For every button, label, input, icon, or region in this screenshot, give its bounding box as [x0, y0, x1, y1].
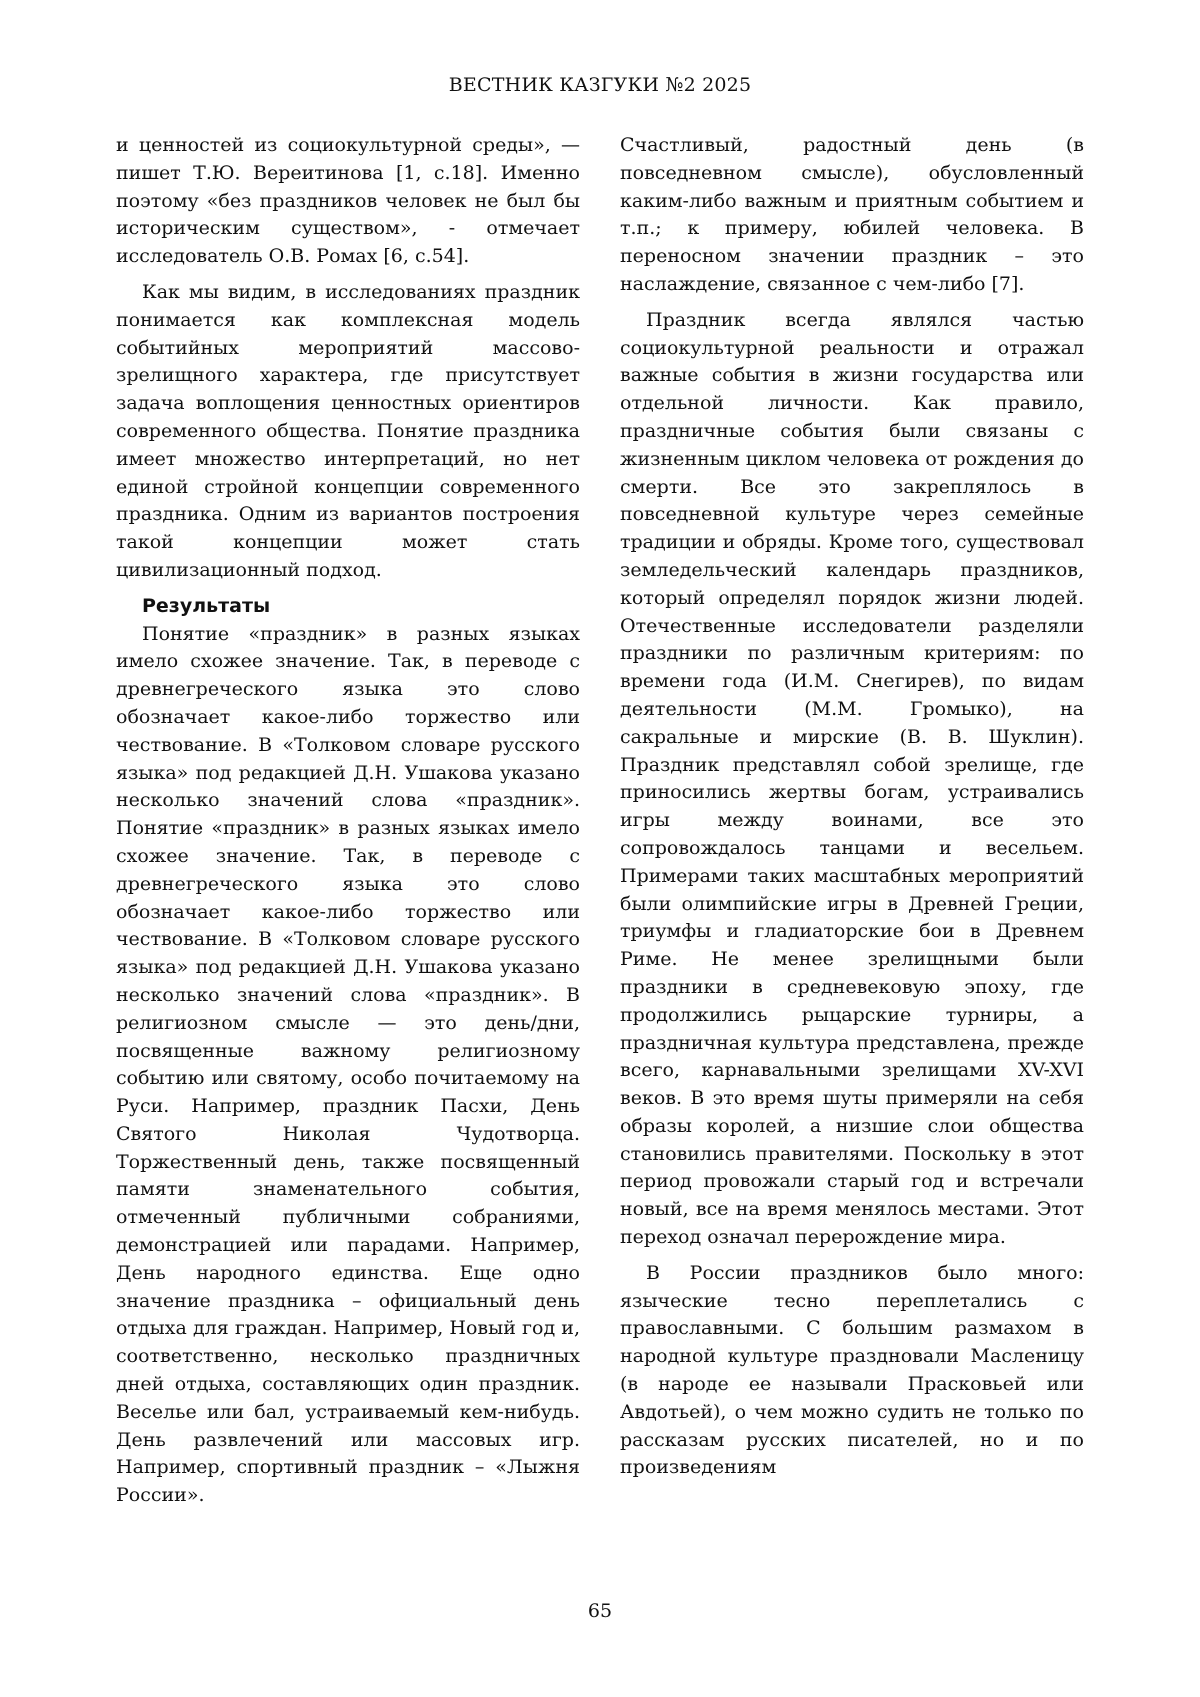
paragraph: В России праздников было много: языческие тесно переплетались с православными. С большим размахом в народной культуре праздновали Масленицу (в народе ее называли Прасковьей или Авдотьей), о чем можно судить не только по рассказам русских писателей, но и по произведениям [620, 1261, 1084, 1479]
right-column [620, 132, 1084, 1490]
running-title: ВЕСТНИК КАЗГУКИ №2 2025 [448, 74, 752, 96]
paragraph: Счастливый, радостный день (в повседневном смысле), обусловленный каким-либо важным и приятным событием и т.п.; к примеру, юбилей человека. В переносном значении праздник – это наслаждение, связанное с чем-либо [7]. [620, 134, 1084, 295]
paragraph: Праздник всегда являлся частью социокультурной реальности и отражал важные события в жизни государства или отдельной личности. Как правило, праздничные события были связаны с жизненным циклом человека от рождения до смерти. Все это закреплялось в повседневной культуре через семейные традиции и обряды. Кроме того, существовал земледельческий календарь праздников, который определял порядок жизни людей. Отечественные исследователи разделяли праздники по различным критериям: по времени года (И.М. Снегирев), по видам деятельности (М.М. Громыко), на сакральные и мирские (В. В. Шуклин). Праздник представлял собой зрелище, где приносились жертвы богам, устраивались игры между воинами, все это сопровождалось танцами и весельем. Примерами таких масштабных мероприятий были олимпийские игры в Древней Греции, триумфы и гладиаторские бои в Древнем Риме. Не менее зрелищными были праздники в средневековую эпоху, где продолжились рыцарские турниры, а праздничная культура представлена, прежде всего, карнавальными зрелищами XV-XVI веков. В это время шуты примеряли на себя образы королей, а низшие слои общества становились правителями. Поскольку в этот период провожали старый год и встречали новый, все на время менялось местами. Этот переход означал перерождение мира. [620, 308, 1084, 1249]
paragraph: и ценностей из социокультурной среды», — пишет Т.Ю. Вереитинова [1, с.18]. Именно поэтому «без праздников человек не был бы историческим существом», - отмечает исследователь О.В. Ромах [6, с.54]. [116, 134, 580, 268]
left-column [116, 132, 580, 1518]
paragraph: Как мы видим, в исследованиях праздник понимается как комплексная модель событийных мероприятий массово-зрелищного характера, где присутствует задача воплощения ценностных ориентиров современного общества. Понятие праздника имеет множество интерпретаций, но нет единой стройной концепции современного праздника. Одним из вариантов построения такой концепции может стать цивилизационный подход. [116, 280, 580, 581]
paragraph: Понятие «праздник» в разных языках имело схожее значение. Так, в переводе с древнегреческого языка это слово обозначает какое-либо торжество или чествование. В «Толковом словаре русского языка» под редакцией Д.Н. Ушакова указано несколько значений слова «праздник». Понятие «праздник» в разных языках имело схожее значение. Так, в переводе с древнегреческого языка это слово обозначает какое-либо торжество или чествование. В «Толковом словаре русского языка» под редакцией Д.Н. Ушакова указано несколько значений слова «праздник». В религиозном смысле — это день/дни, посвященные важному религиозному событию или святому, особо почитаемому на Руси. Например, праздник Пасхи, День Святого Николая Чудотворца. Торжественный день, также посвященный памяти знаменательного события, отмеченный публичными собраниями, демонстрацией или парадами. Например, День народного единства. Еще одно значение праздника – официальный день отдыха для граждан. Например, Новый год и, соответственно, несколько праздничных дней отдыха, составляющих один праздник. Веселье или бал, устраиваемый кем-нибудь. День развлечений или массовых игр. Например, спортивный праздник – «Лыжня России». [116, 622, 580, 1507]
section-heading-results: Результаты [142, 594, 271, 617]
page-number: 65 [587, 1600, 613, 1622]
